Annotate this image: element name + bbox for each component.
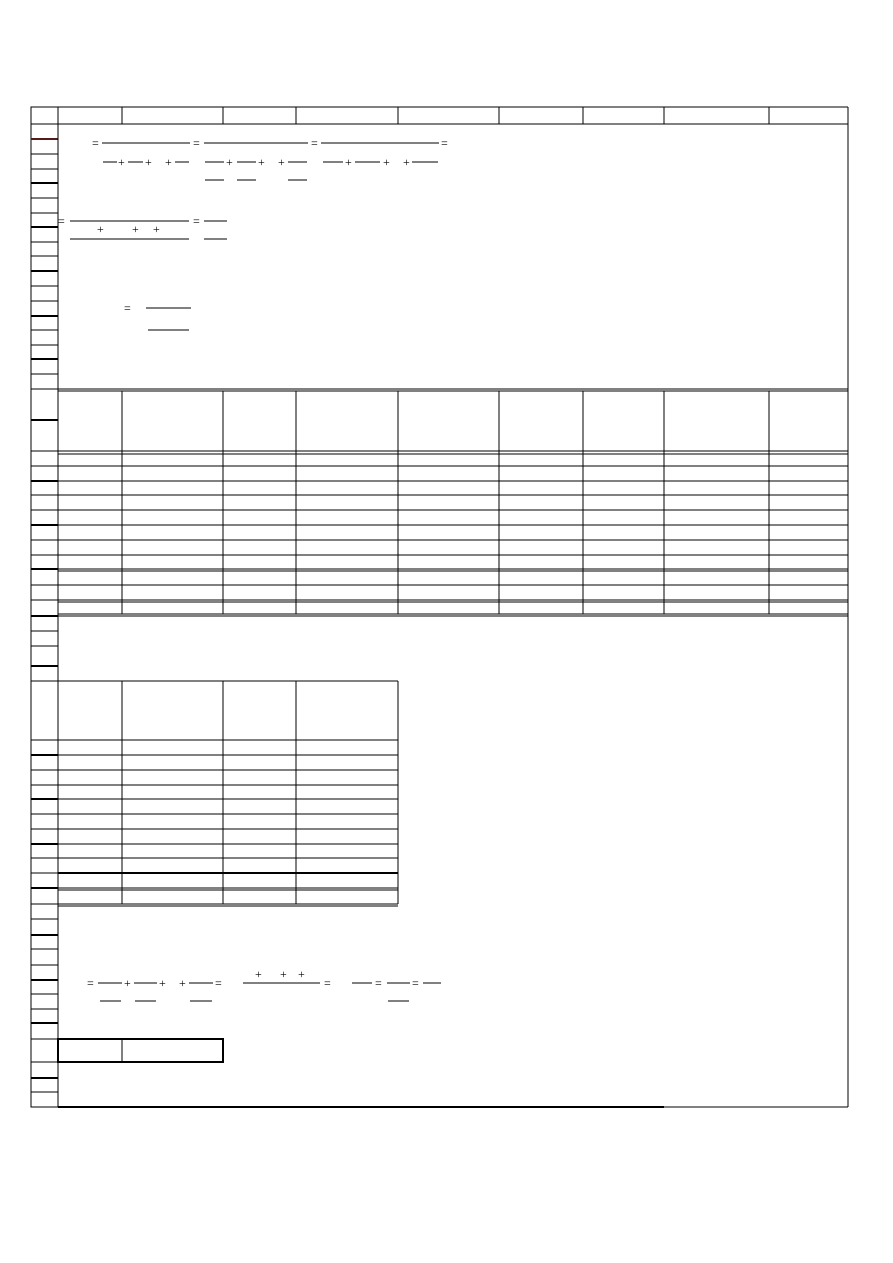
plus-sign: + — [153, 222, 160, 236]
plus-sign: + — [179, 976, 186, 990]
equals-sign: = — [412, 976, 419, 990]
equals-sign: = — [441, 136, 448, 150]
plus-sign: + — [345, 155, 352, 169]
equals-sign: = — [193, 214, 200, 228]
plus-sign: + — [124, 976, 131, 990]
plus-sign: + — [383, 155, 390, 169]
equals-sign: = — [215, 976, 222, 990]
plus-sign: + — [258, 155, 265, 169]
row-header-column — [31, 107, 58, 1107]
plus-sign: + — [278, 155, 285, 169]
equals-sign: = — [324, 976, 331, 990]
plus-sign: + — [145, 155, 152, 169]
sheet-frame — [58, 107, 848, 1107]
result-box — [58, 1039, 223, 1062]
formula-area-bottom — [98, 983, 441, 1001]
secondary-data-table — [58, 681, 398, 906]
plus-sign: + — [403, 155, 410, 169]
equals-sign: = — [58, 214, 65, 228]
equals-sign: = — [87, 976, 94, 990]
equals-sign-large: = — [124, 301, 131, 315]
column-header-row — [31, 107, 848, 124]
plus-sign: + — [165, 155, 172, 169]
equals-sign: = — [193, 136, 200, 150]
plus-sign: + — [97, 222, 104, 236]
equals-sign: = — [375, 976, 382, 990]
row-header-frame — [31, 107, 58, 1107]
plus-sign: + — [280, 967, 287, 981]
main-data-table — [58, 389, 848, 616]
plus-sign: + — [298, 967, 305, 981]
equals-sign: = — [311, 136, 318, 150]
plus-sign: + — [159, 976, 166, 990]
plus-sign: + — [255, 967, 262, 981]
plus-sign: + — [226, 155, 233, 169]
plus-sign: + — [118, 155, 125, 169]
equals-sign: = — [92, 136, 99, 150]
plus-sign: + — [132, 222, 139, 236]
result-box-frame — [58, 1039, 223, 1062]
